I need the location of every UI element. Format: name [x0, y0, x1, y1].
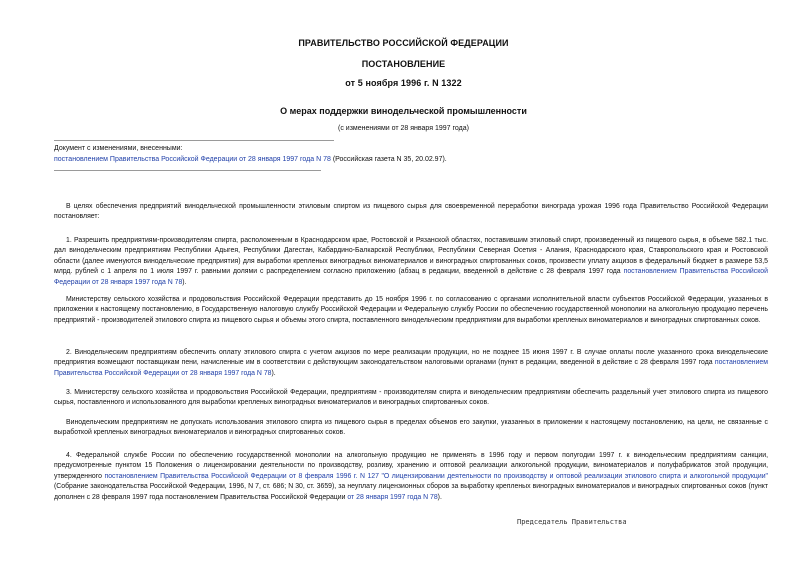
amendment-link[interactable]: постановлением Правительства Российской Федерации от 28 января 1997 года N 78 — [54, 156, 331, 163]
paragraph-6-mid: (Собрание законодательства Российской Федерации, 1996, N 7, ст. 686; N 30, ст. 3659), за неуплату лицензионных сборов за выработку крепленых виноградных виноматериалов и виноградных спиртованных соков (пункт дополнен с 28 февраля 1997 года постановлением Правительства Российской Федерации — [54, 483, 768, 501]
date-number-heading: от 5 ноября 1996 г. N 1322 — [345, 78, 462, 88]
paragraph-3-end: ). — [271, 369, 276, 377]
doc-type-heading: ПОСТАНОВЛЕНИЕ — [361, 59, 446, 69]
org-heading: ПРАВИТЕЛЬСТВО РОССИЙСКОЙ ФЕДЕРАЦИИ — [298, 38, 509, 48]
paragraph-5: Винодельческим предприятиям не допускать использования этилового спирта из пищевого сырья в пределах объемов его закупки, указанных в приложении к настоящему постановлению, на цели, не связанные с выработкой крепленых виноградных виноматериалов и виноградных спиртованных соков. — [54, 419, 768, 437]
amendment-source: (Российская газета N 35, 20.02.97). — [330, 156, 447, 163]
paragraph-2: Министерству сельского хозяйства и продовольствия Российской Федерации представить до 15 ноября 1996 г. по согласованию с органами исполнительной власти субъектов Российской Федерации, указанных в приложении к настоящему постановлению, в Государственную налоговую службу Российской Федерации и Федеральную службу России по обеспечению государственной монополии на алкогольную продукцию перечень предприятий - производителей этилового спирта из пищевого сырья и объемы этого спирта, поставленного винодельческим предприятиям для выработки крепленых виноматериалов и виноградных спиртованных соков. — [54, 296, 768, 324]
page-title: О мерах поддержки винодельческой промышленности — [280, 106, 527, 116]
signature-line: Председатель Правительства — [517, 518, 627, 526]
amendments-note: (с изменениями от 28 января 1997 года) — [338, 125, 469, 132]
bottom-divider — [54, 170, 321, 171]
paragraph-1 — [54, 236, 768, 288]
paragraph-4: 3. Министерству сельского хозяйства и продовольствия Российской Федерации, предприятиям - производителям спирта и винодельческим предприятиям обеспечить раздельный учет этилового спирта из пищевого сырья, поставленного и использованного для выработки крепленых виноградных виноматериалов и виноградных спиртованных соков. — [54, 389, 768, 407]
paragraph-1-text: 1. Разрешить предприятиям-производителям спирта, расположенным в Краснодарском крае, Ростовской и Рязанской областях, поставившим этиловый спирт, произведенный из пищевого сырья, в объеме 582.1 тыс. дал винодельческим предприятиям Республики Адыгея, Республики Дагестан, Кабардино-Балкарской Республики, Республики Северная Осетия - Алания, Краснодарского края, Ставропольского края и Ростовской области (далее именуются винодельческие предприятия) для выработки крепленых виноградных виноматериалов и виноградных спиртованных соков, произвести уплату акцизов в федеральный бюджет в размере 53,5 млрд. рублей с 1 апреля по 1 июля 1997 г. равными долями с распределением согласно приложению (абзац в редакции, введенной в действие с 28 февраля 1997 года — [54, 237, 768, 276]
paragraph-3-link[interactable]: постановлением Правительства Российской Федерации от 28 января 1997 года N 78 — [54, 359, 768, 377]
paragraph-6 — [54, 451, 768, 503]
amendment-reference — [54, 155, 447, 165]
paragraph-1-end: ). — [182, 278, 187, 286]
paragraph-6-link-amendment[interactable]: от 28 января 1997 года N 78 — [347, 493, 438, 501]
intro-paragraph: В целях обеспечения предприятий винодельческой промышленности этиловым спиртом из пищевого сырья для своевременной переработки винограда урожая 1996 года Правительство Российской Федерации постановляет: — [54, 203, 768, 221]
amendment-label: Документ с изменениями, внесенными: — [54, 145, 183, 152]
top-divider — [54, 140, 334, 141]
paragraph-3-text: 2. Винодельческим предприятиям обеспечить оплату этилового спирта с учетом акцизов по мере реализации продукции, но не позднее 15 июня 1997 г. В случае оплаты после указанного срока винодельческие предприятия возмещают поставщикам пени, начисленные им в соответствии с действующим законодательством налоговыми органами (пункт в редакции, введенной в действие с 28 февраля 1997 года — [54, 349, 768, 367]
paragraph-6-link-decree[interactable]: постановлением Правительства Российской Федерации от 8 февраля 1996 г. N 127 "О лицензировании деятельности по производству и оптовой реализации этилового спирта и алкогольной продукции" — [104, 472, 768, 480]
paragraph-6-text: 4. Федеральной службе России по обеспечению государственной монополии на алкогольную продукцию не применять в 1996 году и первом полугодии 1997 г. к винодельческим предприятиям санкции, предусмотренные пунктом 15 Положения о лицензировании деятельности по производству, розливу, хранению и оптовой реализации алкогольной продукции, виноматериалов и полуфабрикатов этой продукции, утвержденного — [54, 452, 768, 480]
paragraph-1-link[interactable]: постановлением Правительства Российской Федерации от 28 января 1997 года N 78 — [54, 268, 768, 286]
paragraph-6-end: ). — [437, 493, 442, 501]
paragraph-3 — [54, 348, 768, 379]
